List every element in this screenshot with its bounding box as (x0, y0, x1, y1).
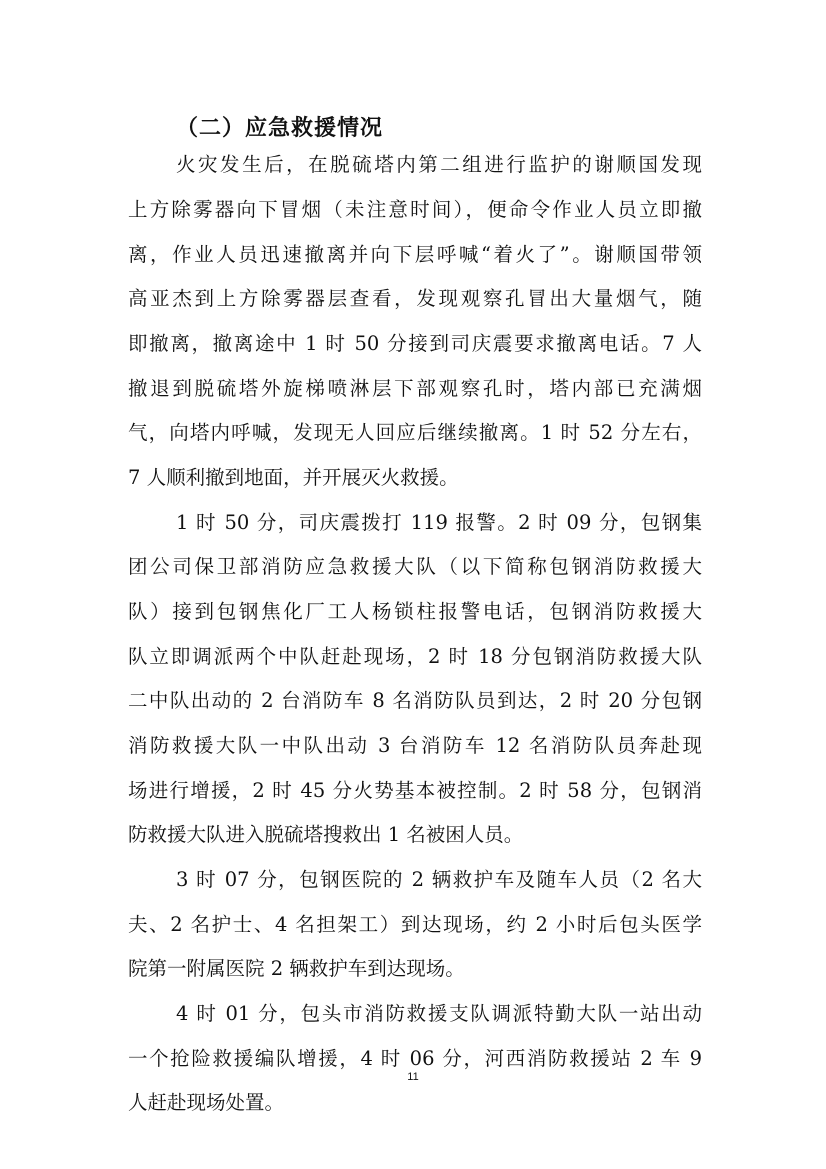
paragraph-3-line-2: 夫、2 名护士、4 名担架工）到达现场，约 2 小时后包头医学 (128, 913, 702, 936)
paragraph-1-line-7: 气，向塔内呼喊，发现无人回应后继续撤离。1 时 52 分左右， (128, 421, 702, 444)
paragraph-2-line-1: 1 时 50 分，司庆震拨打 119 报警。2 时 09 分，包钢集 (176, 511, 702, 534)
paragraph-2-line-7: 场进行增援，2 时 45 分火势基本被控制。2 时 58 分，包钢消 (128, 779, 702, 802)
paragraph-4-line-2: 一个抢险救援编队增援，4 时 06 分，河西消防救援站 2 车 9 (128, 1047, 702, 1070)
paragraph-2-line-4: 队立即调派两个中队赶赴现场，2 时 18 分包钢消防救援大队 (128, 645, 702, 668)
paragraph-3-line-3: 院第一附属医院 2 辆救护车到达现场。 (128, 957, 465, 980)
section-heading: （二）应急救援情况 (176, 115, 384, 141)
paragraph-2-line-8: 防救援大队进入脱硫塔搜救出 1 名被困人员。 (128, 823, 524, 846)
paragraph-1-line-1: 火灾发生后，在脱硫塔内第二组进行监护的谢顺国发现 (176, 153, 702, 176)
paragraph-4-line-3: 人赶赴现场处置。 (128, 1091, 285, 1114)
paragraph-2-line-2: 团公司保卫部消防应急救援大队（以下简称包钢消防救援大 (128, 555, 702, 578)
paragraph-4-line-1: 4 时 01 分，包头市消防救援支队调派特勤大队一站出动 (176, 1002, 702, 1025)
paragraph-1-line-5: 即撤离，撤离途中 1 时 50 分接到司庆震要求撤离电话。7 人 (128, 332, 702, 355)
paragraph-1-line-3: 离，作业人员迅速撤离并向下层呼喊“着火了”。谢顺国带领 (128, 243, 702, 266)
paragraph-1-line-4: 高亚杰到上方除雾器层查看，发现观察孔冒出大量烟气，随 (128, 287, 702, 310)
paragraph-2-line-6: 消防救援大队一中队出动 3 台消防车 12 名消防队员奔赴现 (128, 734, 702, 757)
paragraph-2-line-3: 队）接到包钢焦化厂工人杨锁柱报警电话，包钢消防救援大 (128, 600, 702, 623)
paragraph-1-line-6: 撤退到脱硫塔外旋梯喷淋层下部观察孔时，塔内部已充满烟 (128, 377, 702, 400)
paragraph-3-line-1: 3 时 07 分，包钢医院的 2 辆救护车及随车人员（2 名大 (176, 868, 702, 891)
paragraph-1-line-2: 上方除雾器向下冒烟（未注意时间），便命令作业人员立即撤 (128, 198, 702, 221)
paragraph-2-line-5: 二中队出动的 2 台消防车 8 名消防队员到达，2 时 20 分包钢 (128, 689, 702, 712)
paragraph-1-line-8: 7 人顺利撤到地面，并开展灭火救援。 (128, 466, 459, 489)
page-number: 11 (407, 1071, 419, 1083)
